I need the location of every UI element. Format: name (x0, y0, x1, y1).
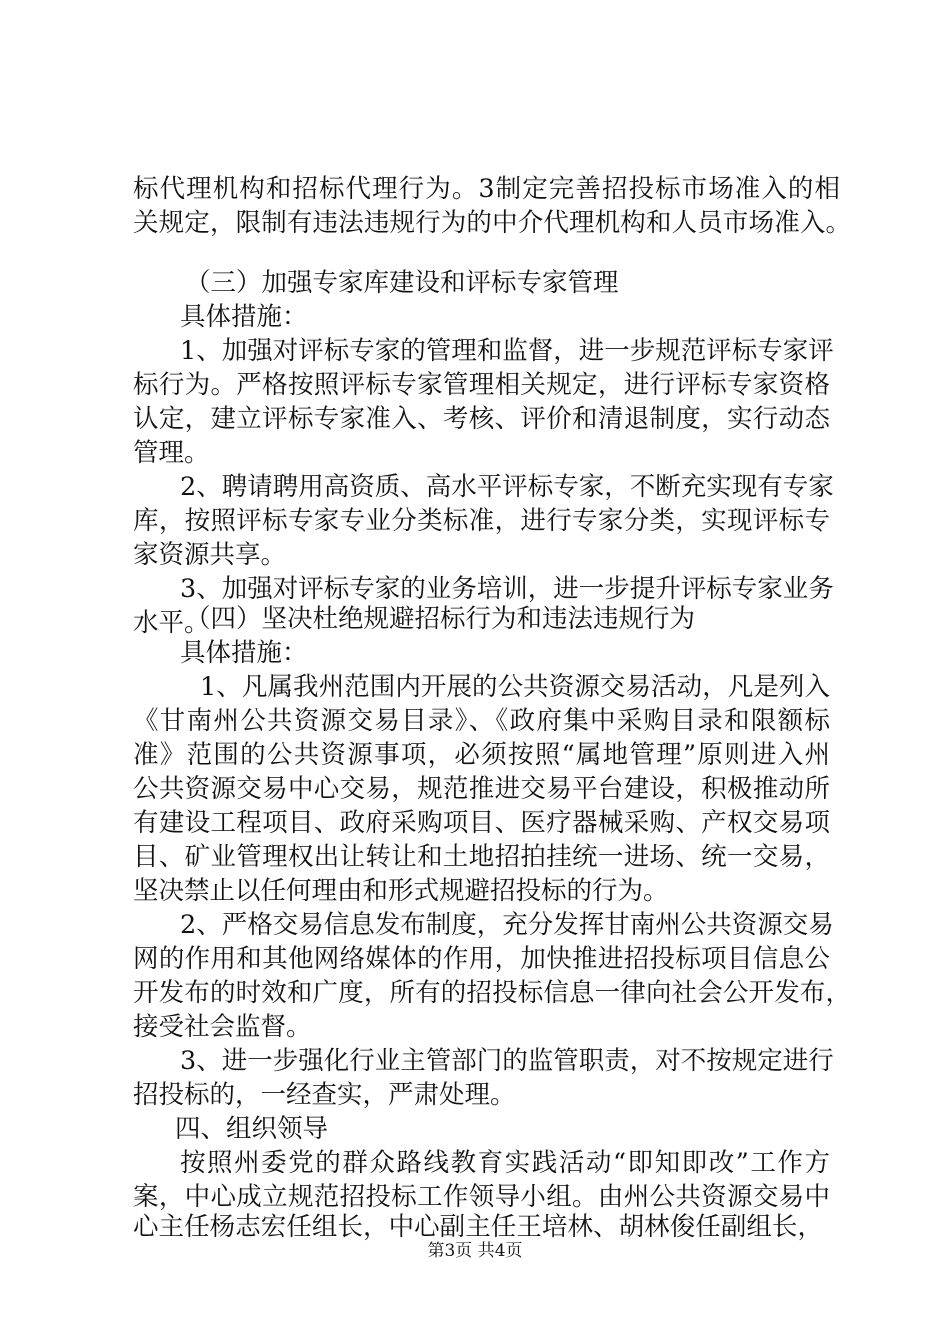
paragraph-line: 目、矿业管理权出让转让和土地招拍挂统一进场、统一交易， (133, 842, 830, 872)
paragraph-line: 具体措施： (180, 638, 308, 668)
paragraph-line: 坚决禁止以任何理由和形式规避招投标的行为。 (133, 876, 669, 906)
paragraph-line: 认定，建立评标专家准入、考核、评价和清退制度，实行动态 (133, 404, 830, 434)
paragraph-line: 库，按照评标专家专业分类标准，进行专家分类，实现评标专 (133, 506, 830, 536)
paragraph-line: 准》范围的公共资源事项，必须按照“属地管理”原则进入州 (133, 740, 830, 770)
paragraph-line: 开发布的时效和广度，所有的招投标信息一律向社会公开发布， (133, 978, 851, 1008)
paragraph-line: 3、加强对评标专家的业务培训，进一步提升评标专家业务 (180, 574, 834, 604)
paragraph-line: 案，中心成立规范招投标工作领导小组。由州公共资源交易中 (133, 1182, 830, 1212)
paragraph-line: 2、严格交易信息发布制度，充分发挥甘南州公共资源交易 (180, 910, 834, 940)
paragraph-line: 水平。 (133, 608, 210, 638)
paragraph-line: 标代理机构和招标代理行为。3制定完善招投标市场准入的相 (133, 174, 840, 204)
paragraph-line: 具体措施： (180, 302, 308, 332)
paragraph-line: 《甘南州公共资源交易目录》、《政府集中采购目录和限额标 (133, 706, 830, 736)
section-heading: （三）加强专家库建设和评标专家管理 (185, 268, 619, 298)
paragraph-line: 家资源共享。 (133, 540, 287, 570)
paragraph-line: 1、加强对评标专家的管理和监督，进一步规范评标专家评 (180, 336, 834, 366)
paragraph-line: 3、进一步强化行业主管部门的监管职责，对不按规定进行 (180, 1046, 834, 1076)
paragraph-line: 心主任杨志宏任组长，中心副主任王培林、胡林俊任副组长， (133, 1212, 823, 1242)
paragraph-line: 2、聘请聘用高资质、高水平评标专家，不断充实现有专家 (180, 472, 834, 502)
paragraph-line: 管理。 (133, 438, 210, 468)
section-heading: （四）坚决杜绝规避招标行为和违法违规行为 (185, 604, 696, 634)
paragraph-line: 网的作用和其他网络媒体的作用，加快推进招投标项目信息公 (133, 944, 830, 974)
paragraph-line: 1、凡属我州范围内开展的公共资源交易活动，凡是列入 (200, 672, 830, 702)
paragraph-line: 有建设工程项目、政府采购项目、医疗器械采购、产权交易项 (133, 808, 830, 838)
paragraph-line: 公共资源交易中心交易，规范推进交易平台建设，积极推动所 (133, 774, 830, 804)
page-footer: 第3页 共4页 (427, 1241, 523, 1261)
paragraph-line: 关规定，限制有违法违规行为的中介代理机构和人员市场准入。 (133, 208, 851, 238)
paragraph-line: 招投标的，一经查实，严肃处理。 (133, 1080, 516, 1110)
paragraph-line: 标行为。严格按照评标专家管理相关规定，进行评标专家资格 (133, 370, 830, 400)
paragraph-line: 接受社会监督。 (133, 1012, 312, 1042)
paragraph-line: 按照州委党的群众路线教育实践活动“即知即改”工作方 (180, 1148, 830, 1178)
section-heading: 四、组织领导 (175, 1114, 329, 1144)
